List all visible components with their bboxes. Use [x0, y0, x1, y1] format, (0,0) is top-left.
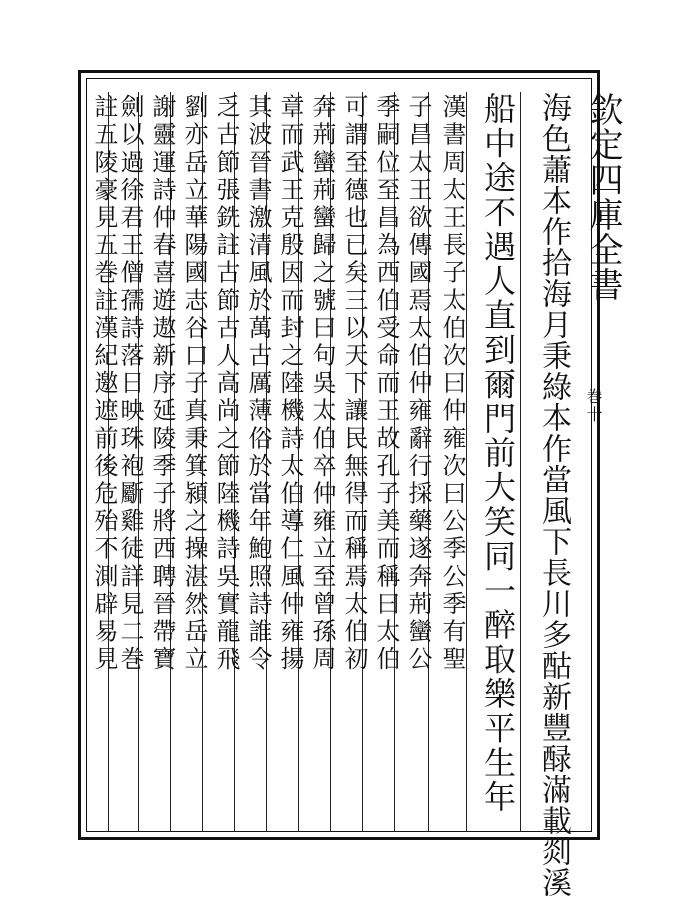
text-column-14: 註五陵豪見五巻註漢紀邀遮前後危殆不測辟易見: [90, 94, 118, 674]
text-column-5: 季嗣位至昌為西伯受命而王故孔子美而稱曰太伯: [372, 94, 400, 674]
text-column-8: 章而武王克殷因而封之陸機詩太伯導仁風仲雍揚: [276, 94, 304, 674]
text-column-9: 其波晉書激清風於萬古厲薄俗於當年鮑照詩誰令: [244, 94, 272, 674]
text-column-4: 子昌太王欲傳國焉太伯仲雍辭行採藥遂奔荊蠻公: [404, 94, 432, 674]
text-column-10: 乏古節張銑註古節古人高尚之節陸機詩吳實龍飛: [212, 94, 240, 674]
text-column-6: 可謂至德也已矣三以天下讓民無得而稱焉太伯初: [340, 94, 368, 674]
volume-label: 巻十: [584, 388, 603, 424]
text-column-2: 船中途不遇人直到爾門前大笑同一醉取樂平生年: [479, 92, 517, 815]
column-rule: [520, 92, 521, 832]
book-title-header: 欽定四庫全書: [583, 92, 623, 302]
text-column-7: 奔荊蠻荊蠻歸之號曰句吳太伯卒仲雍立至曾孫周: [308, 94, 336, 674]
text-column-1: 海色蕭本作拾海月秉綠本作當風下長川多酤新豐醁滿載剡溪: [536, 92, 571, 898]
text-column-12: 謝靈運詩仲春喜遊遨新序延陵季子將西聘晉帶寶: [148, 94, 176, 674]
header-divider: [598, 310, 600, 350]
text-column-11: 劉亦岳立華陽國志谷口子真秉箕潁之操湛然岳立: [180, 94, 208, 674]
text-column-3: 漢書周太王長子太伯次曰仲雍次曰公季公季有聖: [438, 94, 466, 674]
text-column-13: 劍以過徐君王僧孺詩落日映珠袍斸雞徒詳見二巻: [116, 94, 144, 674]
column-rule: [466, 92, 467, 832]
